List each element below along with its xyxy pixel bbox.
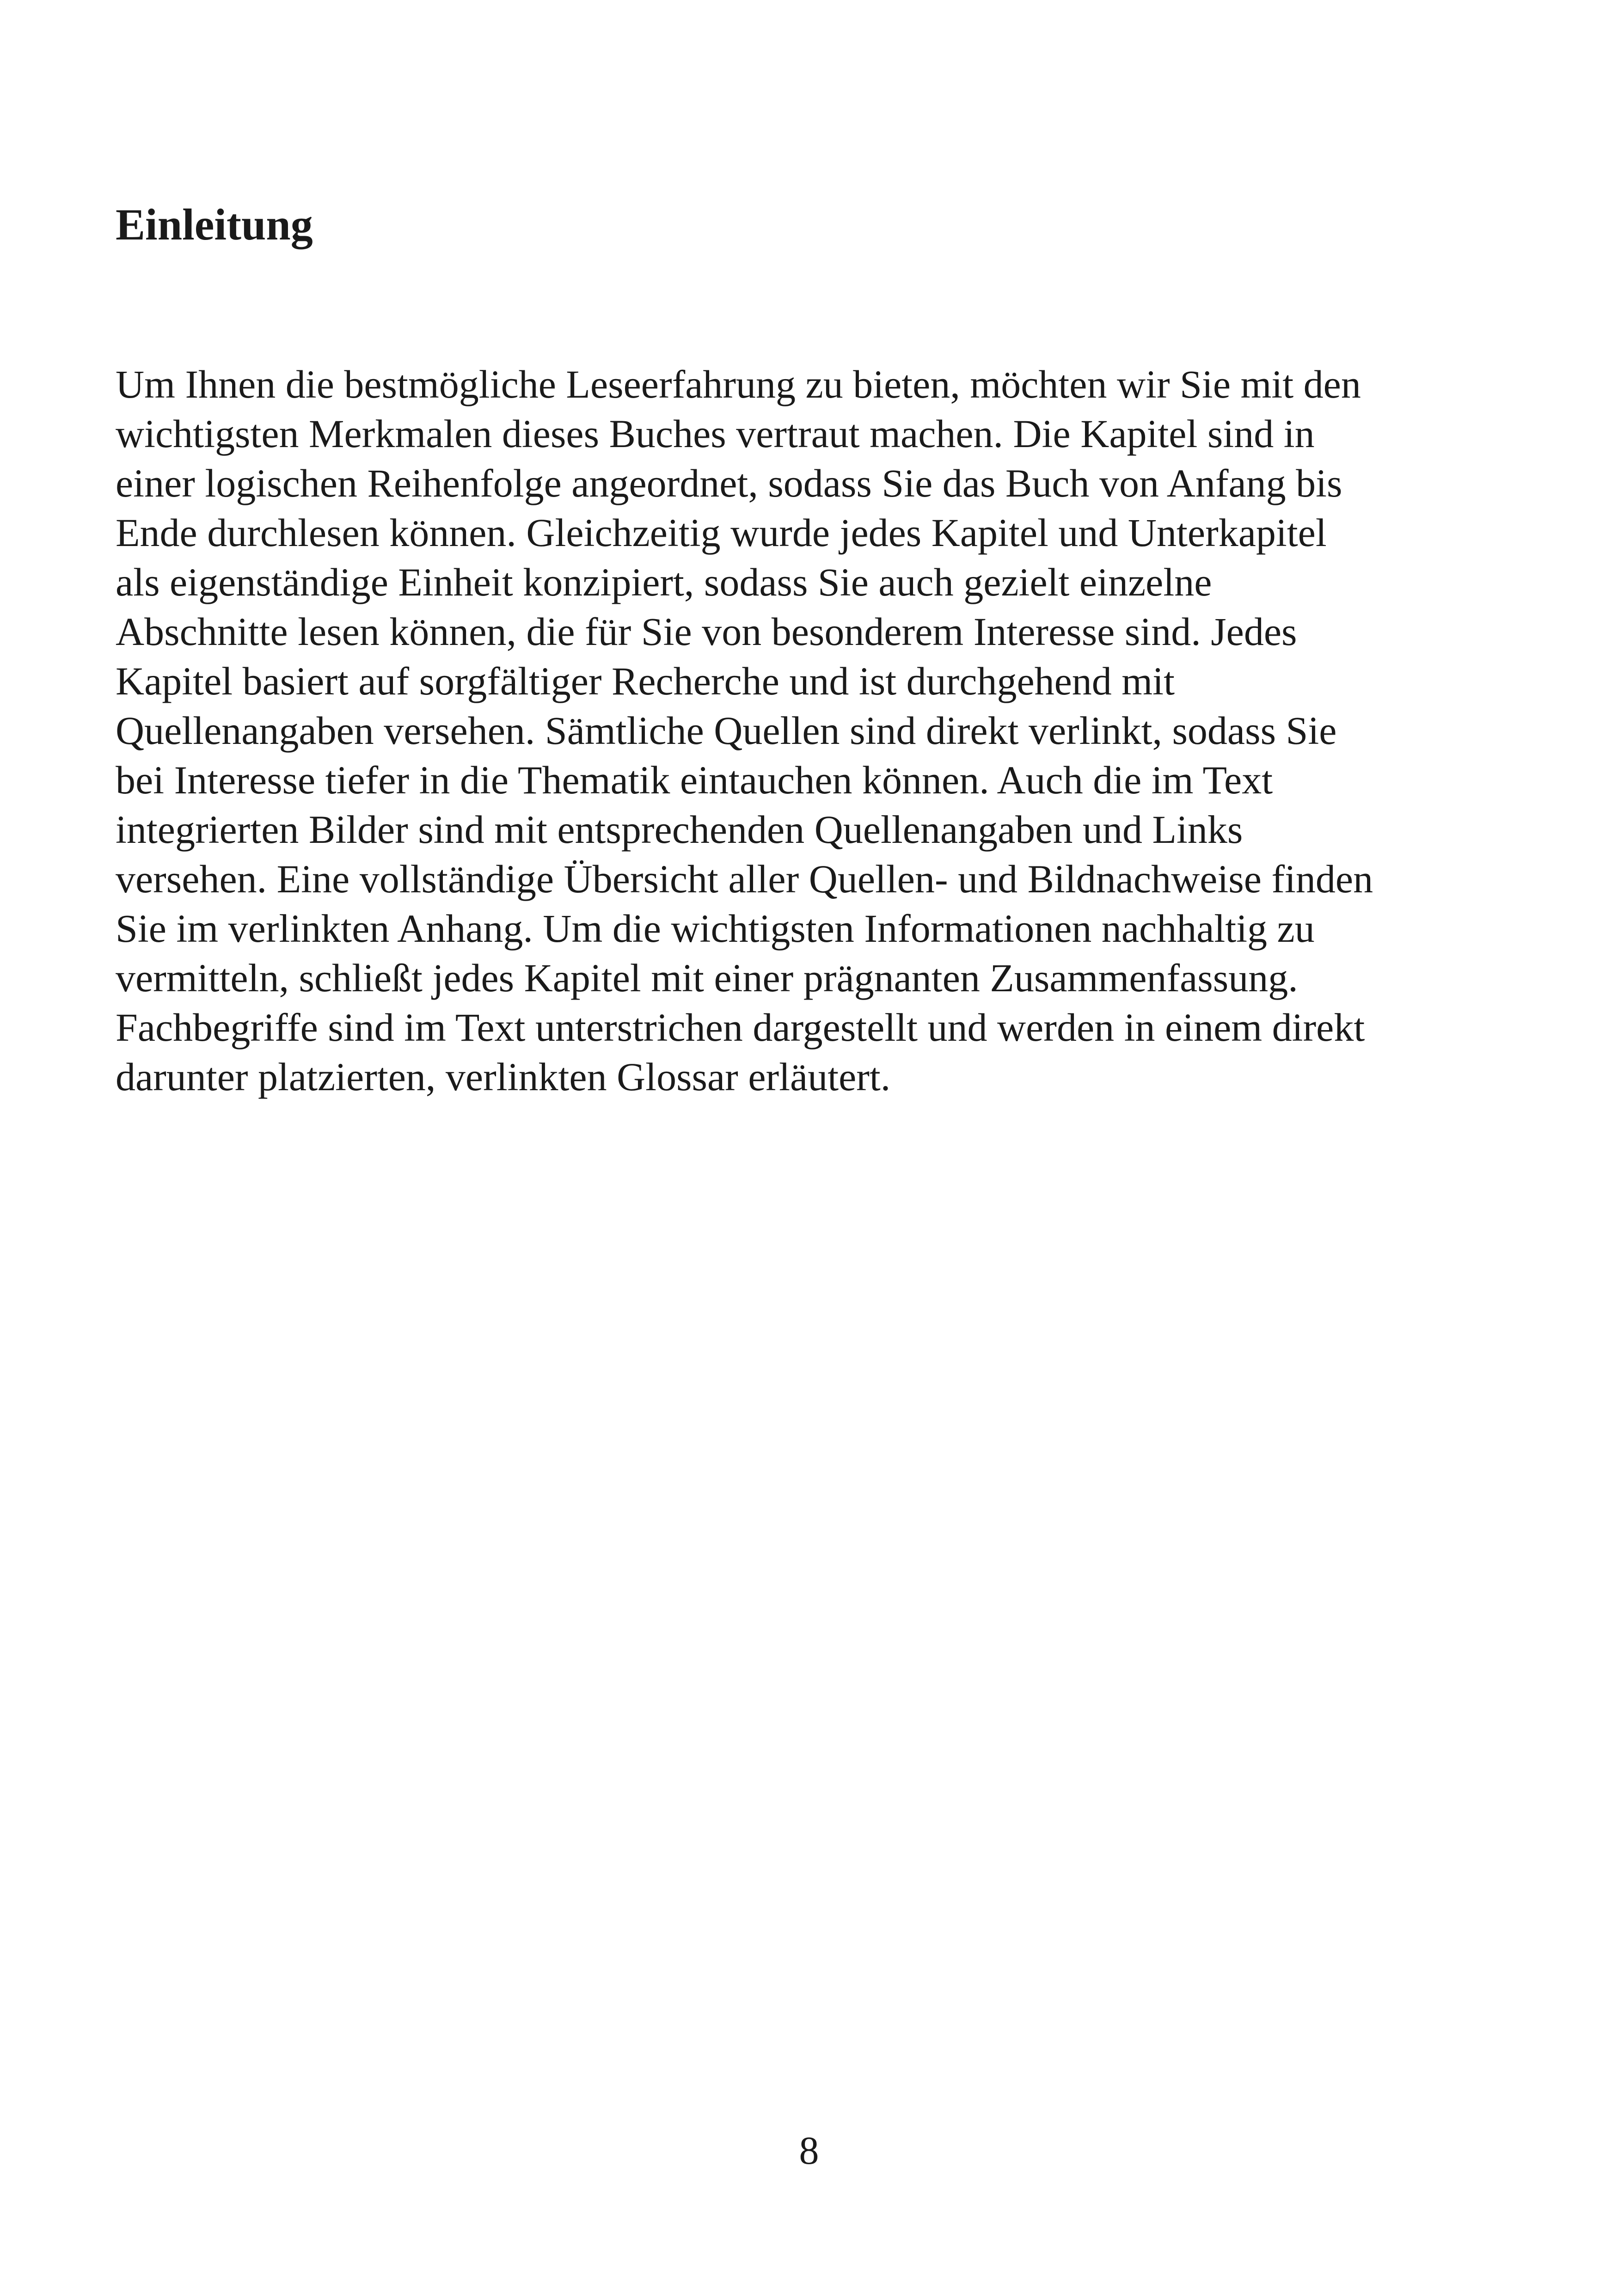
paragraph-line: Fachbegriffe sind im Text unterstrichen dargestellt und werden in einem direkt (116, 1005, 1365, 1050)
paragraph-line: versehen. Eine vollständige Übersicht aller Quellen- und Bildnachweise finden (116, 857, 1373, 901)
paragraph-line: Sie im verlinkten Anhang. Um die wichtigsten Informationen nachhaltig zu (116, 906, 1315, 951)
paragraph-line: einer logischen Reihenfolge angeordnet, sodass Sie das Buch von Anfang bis (116, 461, 1342, 505)
section-heading: Einleitung (116, 200, 313, 249)
paragraph-line: als eigenständige Einheit konzipiert, sodass Sie auch gezielt einzelne (116, 560, 1212, 604)
paragraph-line: integrierten Bilder sind mit entsprechenden Quellenangaben und Links (116, 807, 1243, 852)
paragraph-line: vermitteln, schließt jedes Kapitel mit einer prägnanten Zusammenfassung. (116, 956, 1298, 1000)
paragraph-line: darunter platzierten, verlinkten Glossar erläutert. (116, 1055, 891, 1099)
paragraph-line: bei Interesse tiefer in die Thematik eintauchen können. Auch die im Text (116, 758, 1273, 802)
page-number: 8 (799, 2128, 819, 2173)
paragraph-line: Abschnitte lesen können, die für Sie von besonderem Interesse sind. Jedes (116, 609, 1297, 654)
paragraph-line: wichtigsten Merkmalen dieses Buches vertraut machen. Die Kapitel sind in (116, 411, 1315, 456)
paragraph-line: Kapitel basiert auf sorgfältiger Recherche und ist durchgehend mit (116, 659, 1175, 703)
paragraph-line: Quellenangaben versehen. Sämtliche Quellen sind direkt verlinkt, sodass Sie (116, 708, 1337, 753)
paragraph-line: Um Ihnen die bestmögliche Leseerfahrung zu bieten, möchten wir Sie mit den (116, 362, 1361, 406)
paragraph-line: Ende durchlesen können. Gleichzeitig wurde jedes Kapitel und Unterkapitel (116, 510, 1327, 555)
body-paragraph (116, 360, 1530, 1102)
